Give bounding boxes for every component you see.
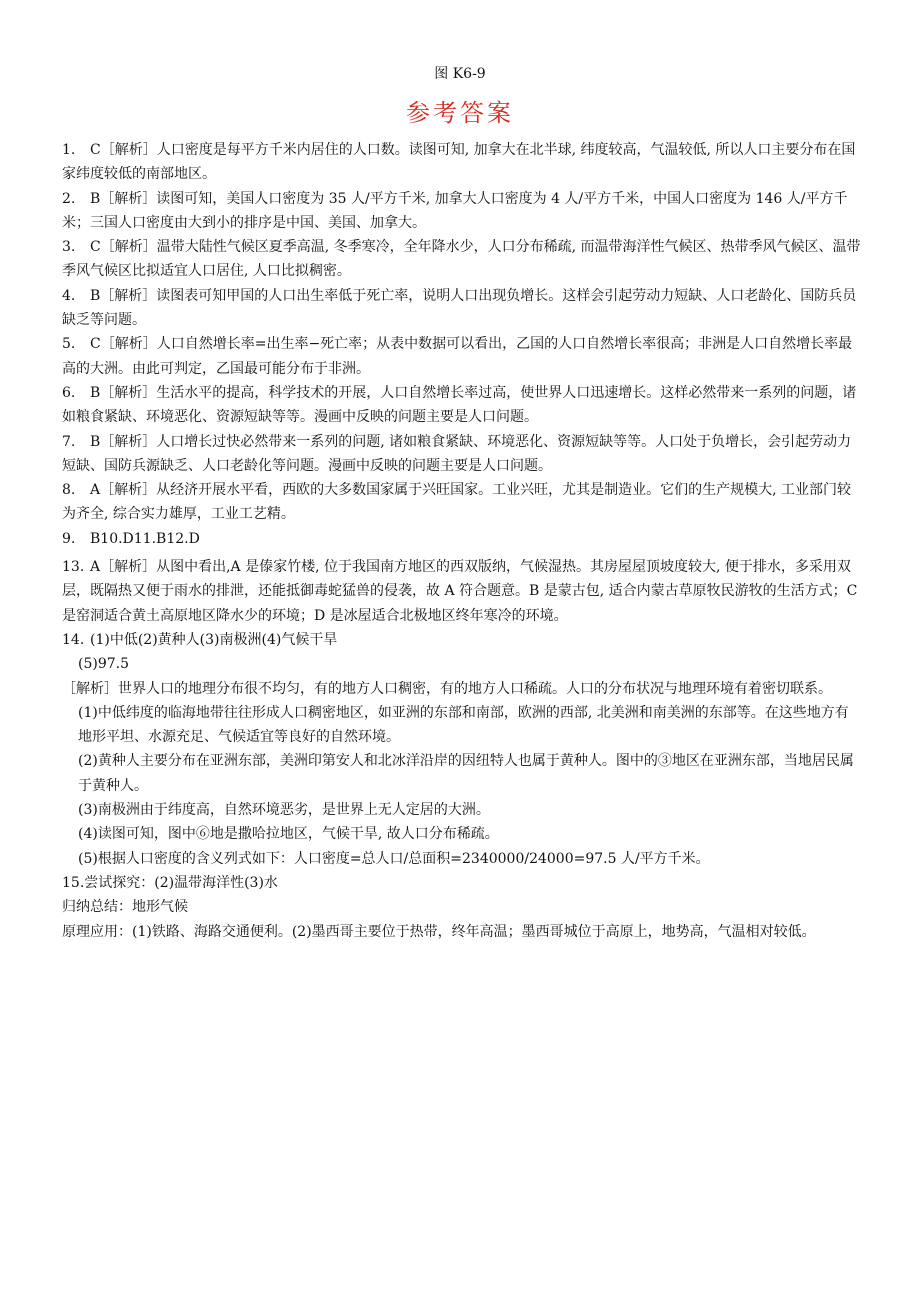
answer-item-9 xyxy=(62,527,862,551)
item-number: 4. xyxy=(62,287,76,304)
section-title: 参考答案 xyxy=(406,99,514,127)
q14-answer-5: (5)97.5 xyxy=(78,656,130,673)
answer-content xyxy=(62,138,862,944)
answer-item-13 xyxy=(62,555,862,628)
item-text: B［解析］读图可知，美国人口密度为 35 人/平方千米, 加拿大人口密度为 4 人/平方千米，中国人口密度为 146 人/平方千米；三国人口密度由大到小的排序是中国、美国、加拿大。 xyxy=(62,190,848,231)
q14-point-5: (5)根据人口密度的含义列式如下：人口密度=总人口/总面积=2340000/24000=97.5 人/平方千米。 xyxy=(78,850,710,867)
q15-explore: 15.尝试探究：(2)温带海洋性(3)水 xyxy=(62,874,278,891)
q14-point-3: (3)南极洲由于纬度高，自然环境恶劣，是世界上无人定居的大洲。 xyxy=(78,802,490,819)
item-text: C［解析］人口密度是每平方千米内居住的人口数。读图可知, 加拿大在北半球, 纬度较高，气温较低, 所以人口主要分布在国家纬度较低的南部地区。 xyxy=(62,142,856,183)
q15-summary: 归纳总结：地形气候 xyxy=(62,899,188,916)
figure-caption: 图 K6-9 xyxy=(434,66,486,82)
answer-item-7 xyxy=(62,430,862,479)
answer-item-5 xyxy=(62,332,862,381)
item-number: 3. xyxy=(62,239,76,256)
item-text: (1)中低(2)黄种人(3)南极洲(4)气候干旱 xyxy=(90,631,338,648)
item-text: B10.D11.B12.D xyxy=(90,530,200,547)
item-number: 6. xyxy=(62,384,76,401)
item-number: 1. xyxy=(62,142,76,158)
q14-point-4: (4)读图可知，图中⑥地是撒哈拉地区，气候干旱, 故人口分布稀疏。 xyxy=(78,826,499,843)
item-number: 5. xyxy=(62,336,76,353)
item-text: C［解析］人口自然增长率=出生率−死亡率；从表中数据可以看出，乙国的人口自然增长率很高；非洲是人口自然增长率最高的大洲。由此可判定，乙国最可能分布于非洲。 xyxy=(62,336,853,377)
answer-item-3 xyxy=(62,235,862,284)
item-number: 8. xyxy=(62,482,76,499)
answer-item-6 xyxy=(62,381,862,430)
item-text: B［解析］读图表可知甲国的人口出生率低于死亡率，说明人口出现负增长。这样会引起劳动力短缺、人口老龄化、国防兵员缺乏等问题。 xyxy=(62,287,857,329)
answer-item-4 xyxy=(62,284,862,333)
q14-point-2: (2)黄种人主要分布在亚洲东部，美洲印第安人和北冰洋沿岸的因纽特人也属于黄种人。图中的③地区在亚洲东部，当地居民属于黄种人。 xyxy=(78,753,854,794)
item-text: A［解析］从经济开展水平看，西欧的大多数国家属于兴旺国家。工业兴旺，尤其是制造业。它们的生产规模大, 工业部门较为齐全, 综合实力雄厚，工业工艺精。 xyxy=(62,482,852,523)
item-text: B［解析］生活水平的提高，科学技术的开展，人口自然增长率过高，使世界人口迅速增长。这样必然带来一系列的问题，诸如粮食紧缺、环境恶化、资源短缺等等。漫画中反映的问题主要是人口问题。 xyxy=(62,384,857,426)
q14-point-1: (1)中低纬度的临海地带往往形成人口稠密地区，如亚洲的东部和南部，欧洲的西部, 北美洲和南美洲的东部等。在这些地方有地形平坦、水源充足、气候适宜等良好的自然环境。 xyxy=(78,704,849,746)
item-number: 2. xyxy=(62,190,76,207)
item-text: C［解析］温带大陆性气候区夏季高温, 冬季寒冷，全年降水少，人口分布稀疏, 而温带海洋性气候区、热带季风气候区、温带季风气候区比拟适宜人口居住, 人口比拟稠密。 xyxy=(62,239,861,280)
item-text: A［解析］从图中看出,A 是傣家竹楼, 位于我国南方地区的西双版纳，气候湿热。其房屋屋顶坡度较大, 便于排水，多采用双层，既隔热又便于雨水的排泄，还能抵御毒蛇猛兽的侵袭，故 A 符合题意。B 是蒙古包, 适合内蒙古草原牧民游牧的生活方式；C 是窑洞适合黄土高原地区降水少的环境；D 是冰屋适合北极地区终年寒冷的环境。 xyxy=(62,559,858,624)
answer-item-1 xyxy=(62,138,862,187)
answer-item-2 xyxy=(62,187,862,236)
answer-item-14 xyxy=(62,628,862,652)
item-number: 9. xyxy=(62,530,76,547)
q14-analysis: ［解析］世界人口的地理分布很不均匀，有的地方人口稠密，有的地方人口稀疏。人口的分布状况与地理环境有着密切联系。 xyxy=(62,680,832,697)
item-number: 14. xyxy=(62,631,85,648)
item-text: B［解析］人口增长过快必然带来一系列的问题, 诸如粮食紧缺、环境恶化、资源短缺等等。人口处于负增长，会引起劳动力短缺、国防兵源缺乏、人口老龄化等问题。漫画中反映的问题主要是人口问题。 xyxy=(62,433,852,474)
item-number: 13. xyxy=(62,559,85,576)
answer-item-8 xyxy=(62,478,862,527)
q15-application: 原理应用：(1)铁路、海路交通便利。(2)墨西哥主要位于热带，终年高温；墨西哥城位于高原上，地势高，气温相对较低。 xyxy=(62,923,816,940)
item-number: 7. xyxy=(62,433,76,450)
